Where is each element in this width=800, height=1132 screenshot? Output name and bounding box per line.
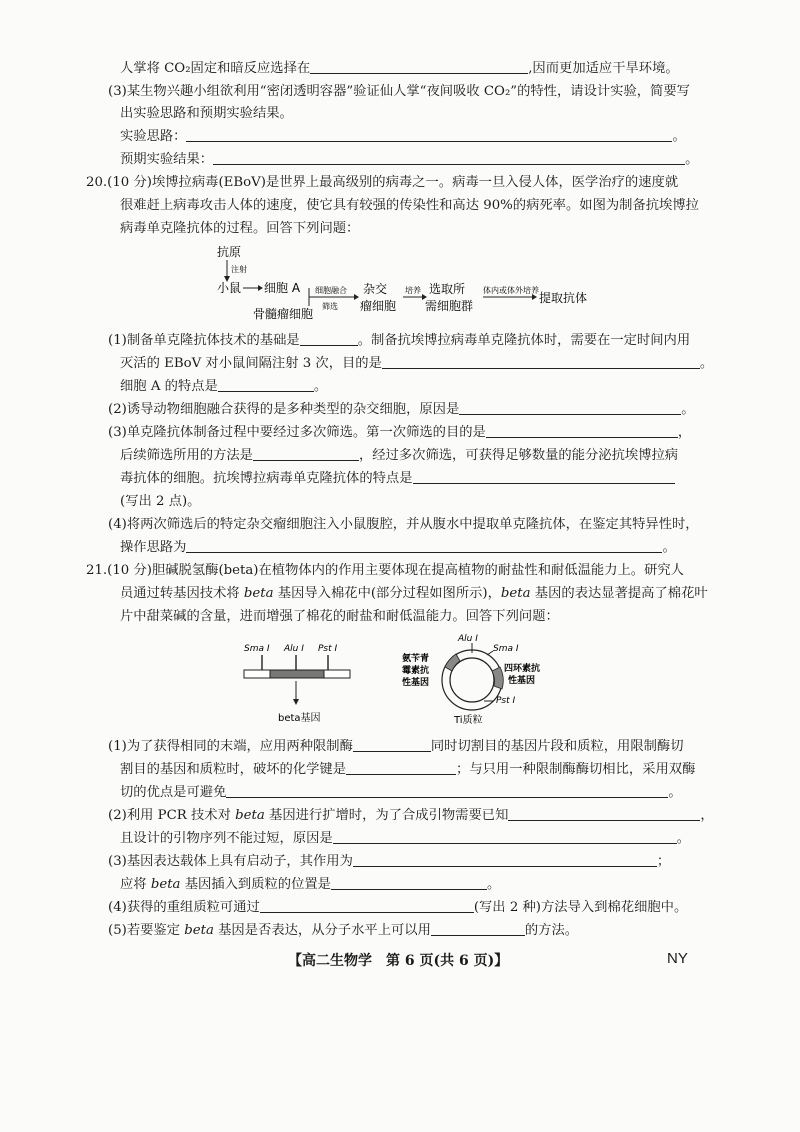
select-label-1: 选取所: [429, 282, 466, 296]
text: 的方法。: [524, 923, 579, 938]
q20-stem-1: 20.(10 分)埃博拉病毒(EBoV)是世界上最高级别的病毒之一。病毒一旦入侵人体，医学治疗的速度就: [86, 175, 679, 190]
answer-blank[interactable]: [310, 59, 528, 74]
text: 基因是否表达，从分子水平上可以用: [213, 923, 431, 938]
page-footer: 【高二生物学 第 6 页(共 6 页)】: [288, 953, 509, 969]
answer-blank[interactable]: [353, 737, 431, 752]
alu-label: Alu Ⅰ: [284, 644, 304, 654]
answer-blank[interactable]: [186, 538, 662, 553]
plasmid-inner-ring: [450, 658, 494, 702]
answer-blank[interactable]: [226, 783, 668, 798]
text: beta: [235, 808, 265, 823]
text: (1)为了获得相同的末端，应用两种限制酶: [108, 739, 353, 754]
text: 人掌将 CO₂固定和暗反应选择在: [120, 61, 311, 76]
answer-blank[interactable]: [413, 469, 675, 484]
answer-blank[interactable]: [213, 150, 685, 165]
text: 基因进行扩增时，为了合成引物需要已知: [264, 808, 509, 823]
q21-2-line2: [120, 828, 690, 850]
q20-3-line3: [120, 468, 675, 490]
text: 基因的表达显著提高了棉花叶: [530, 586, 708, 601]
text: ；: [656, 854, 671, 869]
text: beta: [243, 586, 274, 601]
fuse-label: 细胞融合: [315, 286, 347, 295]
text: 割目的基因和质粒时，破坏的化学键是: [120, 762, 347, 777]
plasmid-alu-label: Alu Ⅰ: [458, 634, 478, 644]
text: 。: [486, 877, 501, 892]
hybrid-label-1: 杂交: [363, 282, 388, 296]
q20-3-line4: (写出 2 点)。: [120, 494, 201, 509]
text: 。: [681, 402, 695, 417]
q21-stem-2: [120, 583, 708, 605]
text: 。: [676, 831, 691, 846]
q20-4-line2: [120, 537, 676, 559]
culture-label: 培养: [405, 286, 421, 295]
q21-3-line2: [120, 874, 500, 896]
tet-label-1: 四环素抗: [504, 664, 541, 674]
text: 基因导入棉花中(部分过程如图所示)，: [273, 586, 501, 601]
q19-3-result: [120, 149, 698, 171]
answer-blank[interactable]: [300, 331, 358, 346]
text: beta: [150, 877, 181, 892]
q20-1-line2: [120, 353, 713, 375]
antigen-label: 抗原: [217, 245, 242, 259]
text: 应将: [120, 877, 151, 892]
beta-gene-label: beta基因: [278, 713, 321, 724]
beta-gene-segment: [270, 670, 324, 678]
plasmid-label: Ti质粒: [454, 715, 483, 726]
answer-blank[interactable]: [431, 921, 525, 936]
text: 。制备抗埃博拉病毒单克隆抗体时，需要在一定时间内用: [357, 333, 691, 348]
footer-code: NY: [667, 950, 688, 967]
answer-blank[interactable]: [260, 898, 474, 913]
text: 。: [685, 152, 699, 167]
text: 细胞 A 的特点是: [120, 379, 218, 394]
screen-label: 筛选: [322, 302, 338, 311]
answer-blank[interactable]: [508, 806, 700, 821]
text: 基因插入到质粒的位置是: [180, 877, 331, 892]
q20-3-line2: [120, 445, 678, 467]
tet-label-2: 性基因: [508, 676, 536, 686]
mab-process-diagram: [205, 240, 615, 330]
plasmid-pst-label: Pst Ⅰ: [496, 696, 516, 706]
text: 同时切割目的基因片段和质粒，用限制酶切: [430, 739, 684, 754]
q19-3-idea: [120, 126, 686, 148]
text: 灭活的 EBoV 对小鼠间隔注射 3 次，目的是: [120, 356, 382, 371]
q20-1-line3: [120, 376, 327, 398]
text: (1)制备单克隆抗体技术的基础是: [108, 333, 300, 348]
answer-blank[interactable]: [331, 875, 487, 890]
text: ；与只用一种限制酶酶切相比，采用双酶: [456, 762, 696, 777]
q21-4: [108, 897, 687, 919]
arrow-head: [258, 285, 263, 291]
sma-label: Sma Ⅰ: [244, 644, 270, 654]
myeloma-label: 骨髓瘤细胞: [253, 307, 314, 321]
q20-1-line1: [108, 330, 690, 352]
text: beta: [184, 923, 214, 938]
text: 操作思路为: [120, 540, 187, 555]
amp-label-2: 霉素抗: [402, 666, 430, 676]
text: beta: [500, 586, 531, 601]
q20-stem-2: 很难赶上病毒攻击人体的速度，使它具有较强的传染性和高达 90%的病死率。如图为制备抗埃博拉: [120, 198, 699, 213]
text: ,因而更加适应干旱环境。: [528, 61, 679, 76]
cell-a-label: 细胞 A: [264, 281, 301, 295]
hybrid-label-2: 瘤细胞: [360, 299, 397, 313]
q21-1-line2: [120, 759, 695, 781]
answer-blank[interactable]: [253, 446, 359, 461]
text: 。: [313, 379, 328, 394]
q21-1-line1: [108, 736, 684, 758]
answer-blank[interactable]: [218, 377, 314, 392]
text: 毒抗体的细胞。抗埃博拉病毒单克隆抗体的特点是: [120, 471, 413, 486]
q21-5: [108, 920, 578, 942]
answer-blank[interactable]: [353, 852, 657, 867]
text: (2)利用 PCR 技术对: [108, 808, 236, 823]
q20-2: [108, 399, 695, 421]
answer-blank[interactable]: [346, 760, 456, 775]
amp-label-1: 氨苄青: [402, 654, 430, 664]
amp-resistance-region: [445, 654, 460, 671]
extract-label: 提取抗体: [539, 291, 588, 305]
text: 切的优点是可避免: [120, 785, 227, 800]
text: (3)基因表达载体上具有启动子，其作用为: [108, 854, 353, 869]
answer-blank[interactable]: [382, 354, 700, 369]
amp-label-3: 性基因: [402, 678, 430, 688]
q21-stem-1: 21.(10 分)胆碱脱氢酶(beta)在植物体内的作用主要体现在提高植物的耐盐性和耐低温能力上。研究人: [86, 563, 684, 578]
text: ，: [677, 425, 692, 440]
q19-3-line2: 出实验思路和预期实验结果。: [120, 106, 293, 121]
answer-blank[interactable]: [333, 829, 677, 844]
q21-3-line1: [108, 851, 670, 873]
q20-stem-3: 病毒单克隆抗体的过程。回答下列问题：: [120, 221, 360, 236]
q20-4-line1: (4)将两次筛选后的特定杂交瘤细胞注入小鼠腹腔，并从腹水中提取单克隆抗体，在鉴定其特异性时，: [108, 517, 699, 532]
text: (写出 2 种)方法导入到棉花细胞中。: [473, 900, 688, 915]
inject-label: 注射: [231, 265, 247, 274]
text: (4)获得的重组质粒可通过: [108, 900, 260, 915]
text: 员通过转基因技术将: [120, 586, 244, 601]
text: 。: [662, 540, 676, 555]
text: ，: [700, 808, 714, 823]
mouse-label: 小鼠: [217, 281, 242, 295]
text: ，经过多次筛选，可获得足够数量的能分泌抗埃博拉病: [358, 448, 679, 463]
arrow-head: [293, 699, 299, 705]
invivo-label: 体内或体外培养: [483, 286, 539, 295]
text: 。: [699, 356, 714, 371]
answer-blank[interactable]: [186, 127, 672, 142]
gene-plasmid-diagram: [240, 625, 570, 730]
text: (5)若要鉴定: [108, 923, 185, 938]
plasmid-sma-label: Sma Ⅰ: [493, 644, 519, 654]
text: (3)单克隆抗体制备过程中要经过多次筛选。第一次筛选的目的是: [108, 425, 486, 440]
q19-line1: [120, 58, 679, 80]
text: 后续筛选所用的方法是: [120, 448, 253, 463]
arrow-head: [354, 294, 359, 300]
q20-3-line1: [108, 422, 691, 444]
text: 实验思路：: [120, 129, 187, 144]
q21-1-line3: [120, 782, 682, 804]
text: 预期实验结果：: [120, 152, 214, 167]
answer-blank[interactable]: [486, 423, 678, 438]
text: 。: [668, 785, 682, 800]
text: (2)诱导动物细胞融合获得的是多种类型的杂交细胞，原因是: [108, 402, 460, 417]
q19-3-line1: (3)某生物兴趣小组欲利用“密闭透明容器”验证仙人掌“夜间吸收 CO₂”的特性，请设计实验，简要写: [108, 84, 690, 99]
text: 。: [672, 129, 686, 144]
q21-stem-3: 片中甜菜碱的含量，进而增强了棉花的耐盐和耐低温能力。回答下列问题：: [120, 609, 559, 624]
text: 且设计的引物序列不能过短，原因是: [120, 831, 333, 846]
q21-2-line1: [108, 805, 714, 827]
answer-blank[interactable]: [459, 400, 681, 415]
select-label-2: 需细胞群: [425, 299, 474, 313]
pst-label: Pst Ⅰ: [318, 644, 338, 654]
